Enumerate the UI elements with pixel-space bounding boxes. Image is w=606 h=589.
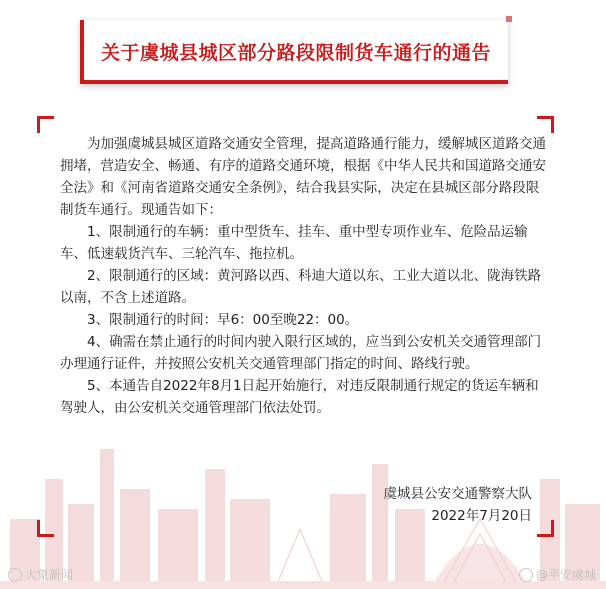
- weibo-icon: [8, 568, 22, 582]
- weibo-icon: [519, 568, 533, 582]
- signature-date: 2022年7月20日: [431, 508, 532, 524]
- item-time: 3、限制通行的时间：早6：00至晚22：00。: [87, 312, 359, 328]
- frame-corner-top-right: [537, 116, 554, 133]
- frame-corner-bottom-left: [37, 520, 54, 537]
- notice-title: 关于虞城县城区部分路段限制货车通行的通告: [100, 42, 491, 64]
- item-area: 2、限制通行的区域：黄河路以西、科迪大道以东、工业大道以北、陇海铁路以南，不含上述道路。: [60, 268, 542, 306]
- signature-block: [384, 483, 533, 527]
- item-effective: 5、本通告自2022年8月1日起开始施行，对违反限制通行规定的货运车辆和驾驶人，由公安机关交通管理部门依法处罚。: [60, 378, 539, 416]
- watermark-right: @平安虞城: [519, 566, 596, 583]
- title-banner: [80, 20, 508, 84]
- item-permit: 4、确需在禁止通行的时间内驶入限行区域的，应当到公安机关交通管理部门办理通行证件，并按照公安机关交通管理部门指定的时间、路线行驶。: [60, 334, 542, 372]
- frame-corner-top-left: [37, 116, 54, 133]
- item-vehicles: 1、限制通行的车辆：重中型货车、挂车、重中型专项作业车、危险品运输车、低速载货汽车、三轮汽车、拖拉机。: [60, 224, 528, 262]
- notice-body: [60, 133, 546, 419]
- signature-org: 虞城县公安交通警察大队: [383, 486, 532, 502]
- intro-paragraph: 为加强虞城县城区道路交通安全管理，提高道路通行能力，缓解城区道路交通拥堵，营造安全、畅通、有序的道路交通环境，根据《中华人民共和国道路交通安全法》和《河南省道路交通安全条例》，结合我县实际，决定在县城区部分路段限制货车通行。现通告如下：: [60, 136, 546, 218]
- watermark-left: 大象新闻: [8, 566, 73, 583]
- frame-corner-bottom-right: [537, 520, 554, 537]
